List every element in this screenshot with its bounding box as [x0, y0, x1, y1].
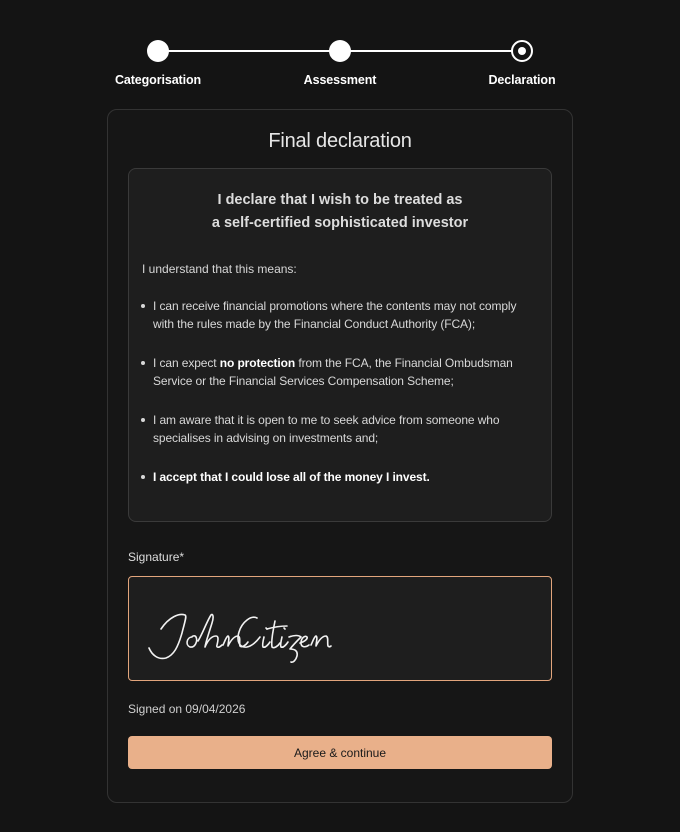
step-dot-declaration [511, 40, 533, 62]
declaration-item-text-after: from the FCA, the Financial Ombudsman Service or the Financial Services Compensation Scheme; [153, 356, 513, 388]
step-label-categorisation[interactable]: Categorisation [114, 73, 202, 87]
declaration-item-text-before: I can expect [153, 356, 220, 370]
declaration-item-advice [153, 411, 538, 447]
declaration-heading-line2: a self-certified sophisticated investor [211, 215, 469, 231]
step-label-assessment[interactable]: Assessment [303, 73, 377, 87]
declaration-item-text: I am aware that it is open to me to seek advice from someone who specialises in advising on investments and; [153, 413, 500, 445]
signature-label: Signature* [128, 550, 185, 564]
declaration-card [107, 109, 573, 803]
step-dot-assessment[interactable] [329, 40, 351, 62]
declaration-statement-box [128, 168, 552, 522]
declaration-heading [129, 189, 551, 235]
page-title: Final declaration [268, 130, 412, 152]
declaration-item-emphasis: no protection [219, 356, 296, 370]
declaration-item-text: I can receive financial promotions where the contents may not comply with the rules made by the Financial Conduct Authority (FCA); [153, 299, 517, 331]
declaration-intro: I understand that this means: [142, 262, 297, 276]
agree-continue-button[interactable]: Agree & continue [128, 736, 552, 769]
declaration-list [153, 297, 538, 507]
declaration-item-no-protection [153, 354, 538, 390]
declaration-item-promotions [153, 297, 538, 333]
declaration-item-emphasis: I accept that I could lose all of the money I invest. [153, 470, 430, 484]
declaration-item-lose-money [153, 468, 538, 486]
step-dot-categorisation[interactable] [147, 40, 169, 62]
progress-stepper [0, 0, 680, 100]
handwritten-signature [129, 577, 553, 682]
step-label-declaration: Declaration [488, 73, 556, 87]
signature-field[interactable] [128, 576, 552, 681]
signed-on-date: Signed on 09/04/2026 [128, 702, 246, 716]
declaration-heading-line1: I declare that I wish to be treated as [217, 192, 463, 208]
